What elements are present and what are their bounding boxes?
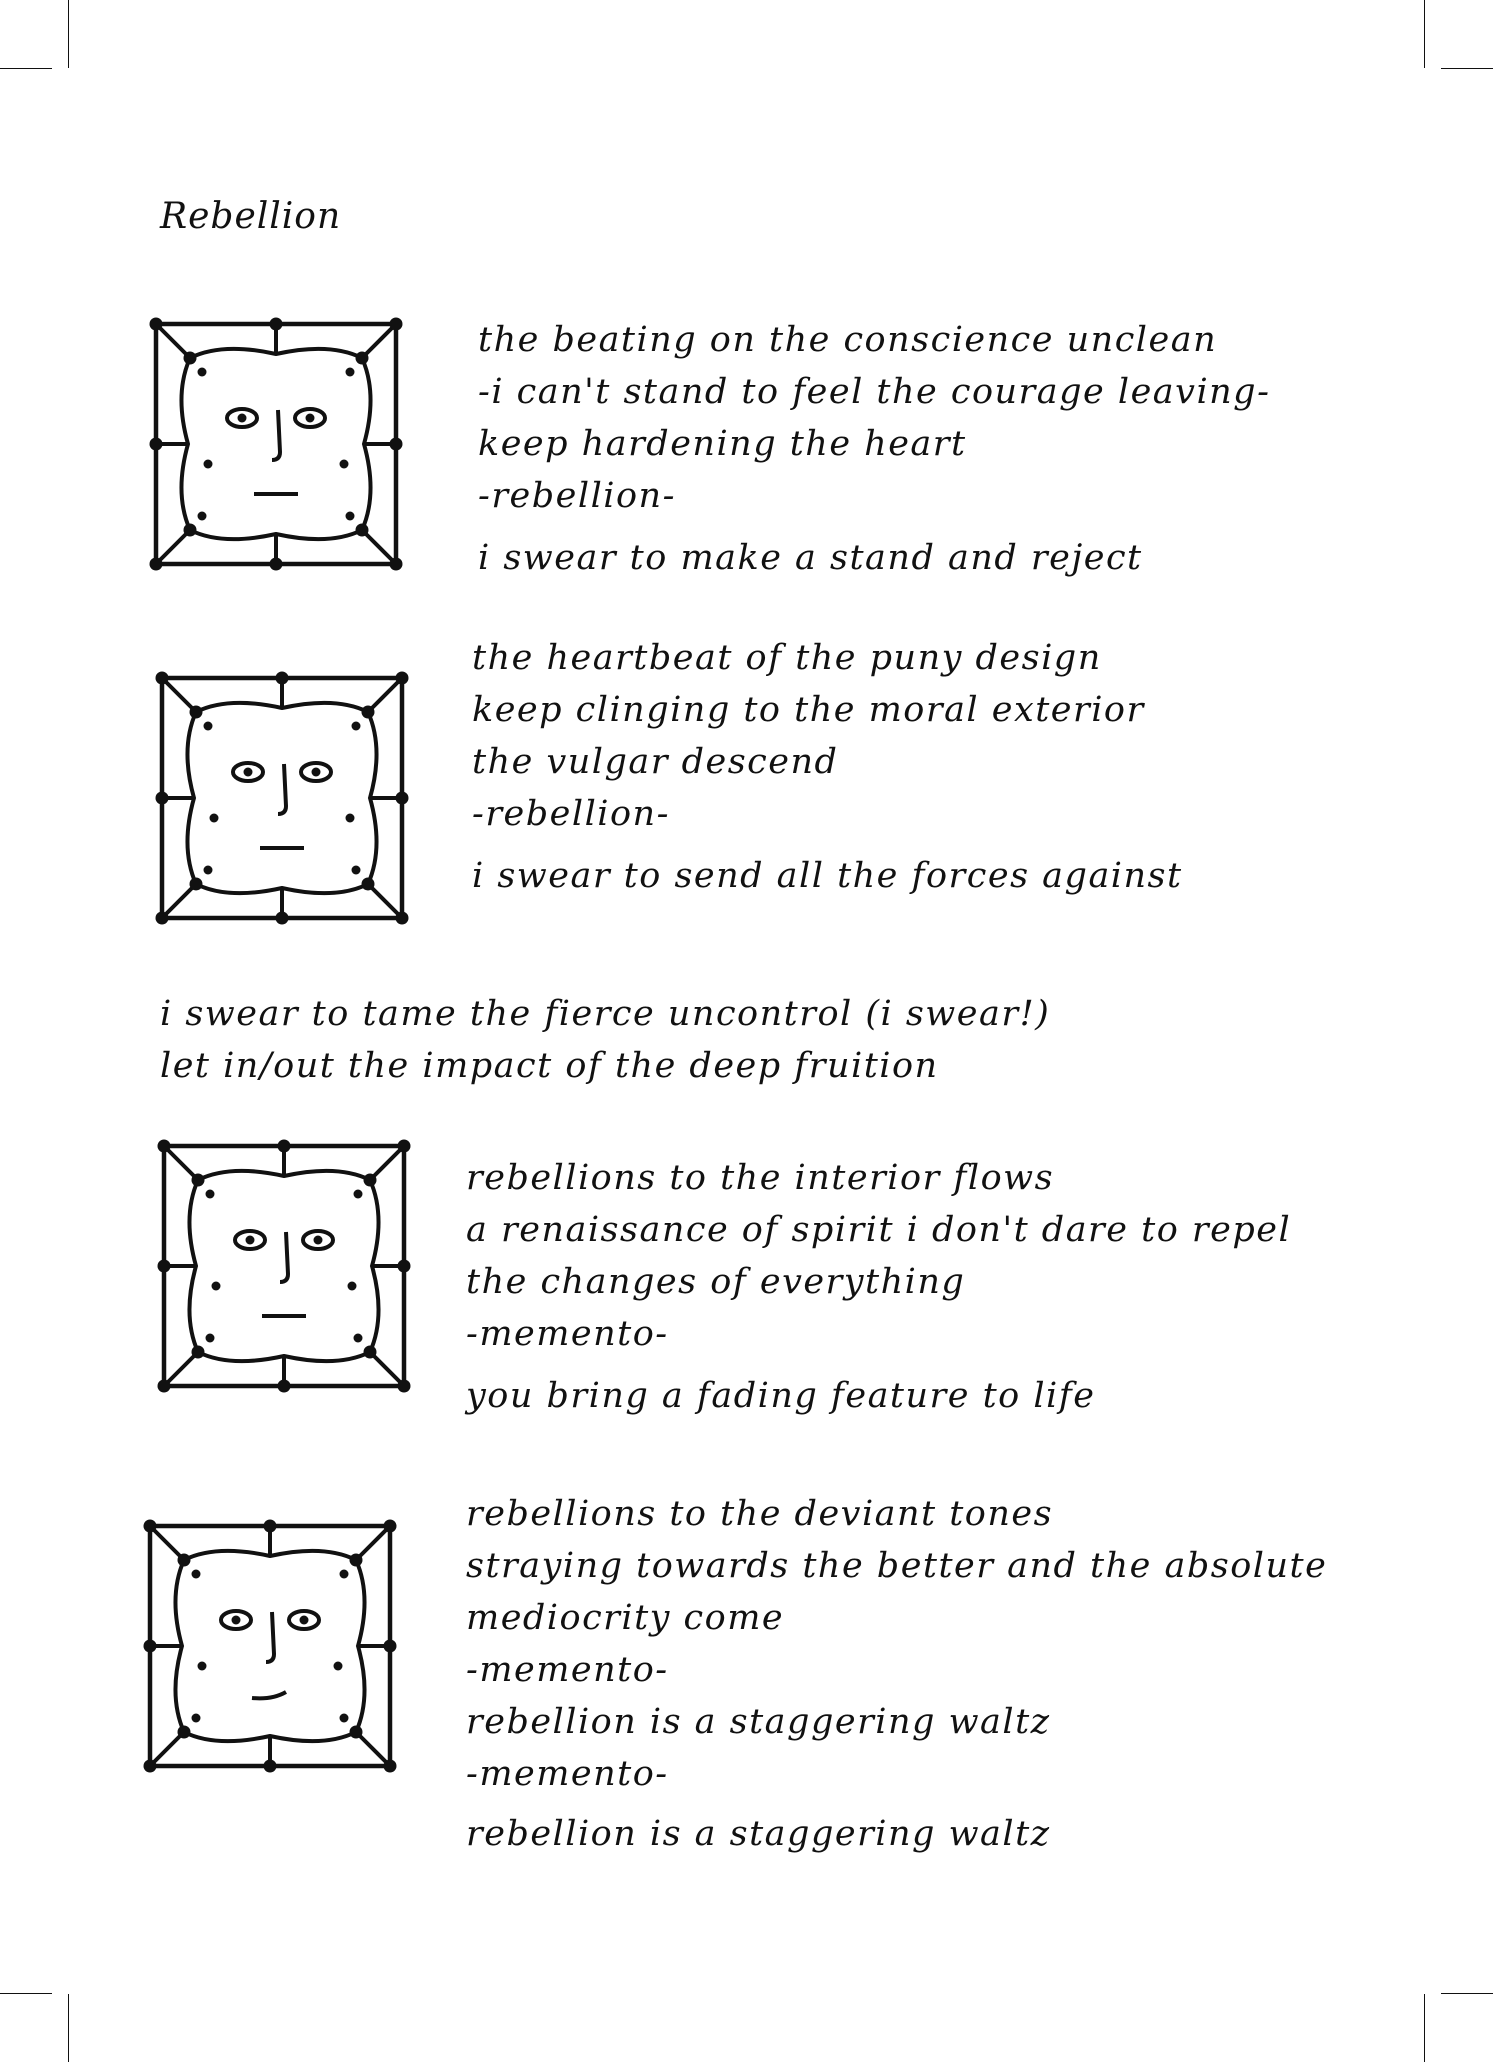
crop-mark [1441, 1993, 1493, 1994]
square-face-icon [152, 668, 412, 928]
poem-line: the heartbeat of the puny design [472, 638, 1102, 678]
poem-line: -i can't stand to feel the courage leaving- [478, 372, 1271, 412]
poem-line: a renaissance of spirit i don't dare to repel [466, 1210, 1292, 1250]
poem-line: -memento- [466, 1314, 669, 1354]
poem-line: the changes of everything [466, 1262, 966, 1302]
crop-mark [1424, 0, 1425, 68]
poem-line: -memento- [466, 1650, 669, 1690]
stanza [472, 632, 1183, 902]
poem-line: rebellions to the interior flows [466, 1158, 1055, 1198]
poem-line: mediocrity come [466, 1598, 785, 1638]
stanza [160, 988, 1050, 1092]
poem-line: rebellions to the deviant tones [466, 1494, 1054, 1534]
square-face-icon [146, 314, 406, 574]
poem-line: i swear to tame the fierce uncontrol (i swear!) [160, 994, 1051, 1034]
page-title: Rebellion [160, 196, 342, 237]
poem-line: keep clinging to the moral exterior [472, 690, 1145, 730]
crop-mark [1424, 1994, 1425, 2062]
stanza [466, 1488, 1327, 1860]
poem-line: -rebellion- [478, 476, 676, 516]
poem-line: rebellion is a staggering waltz [466, 1702, 1051, 1742]
crop-mark [1441, 68, 1493, 69]
poem-line: straying towards the better and the absolute [466, 1546, 1328, 1586]
poem-line: -memento- [466, 1754, 669, 1794]
poem-line: the vulgar descend [472, 742, 839, 782]
poem-line: you bring a fading feature to life [466, 1376, 1096, 1416]
crop-mark [0, 68, 52, 69]
poem-line: the beating on the conscience unclean [478, 320, 1218, 360]
poem-line: i swear to make a stand and reject [478, 538, 1143, 578]
poem-line: let in/out the impact of the deep fruition [160, 1046, 939, 1086]
stanza [466, 1152, 1291, 1422]
poem-line: i swear to send all the forces against [472, 856, 1183, 896]
stanza [478, 314, 1270, 584]
square-face-icon [154, 1136, 414, 1396]
poem-line: keep hardening the heart [478, 424, 967, 464]
poem-line: rebellion is a staggering waltz [466, 1814, 1051, 1854]
poem-line: -rebellion- [472, 794, 670, 834]
square-face-icon [140, 1516, 400, 1776]
crop-mark [68, 1994, 69, 2062]
crop-mark [68, 0, 69, 68]
crop-mark [0, 1993, 52, 1994]
